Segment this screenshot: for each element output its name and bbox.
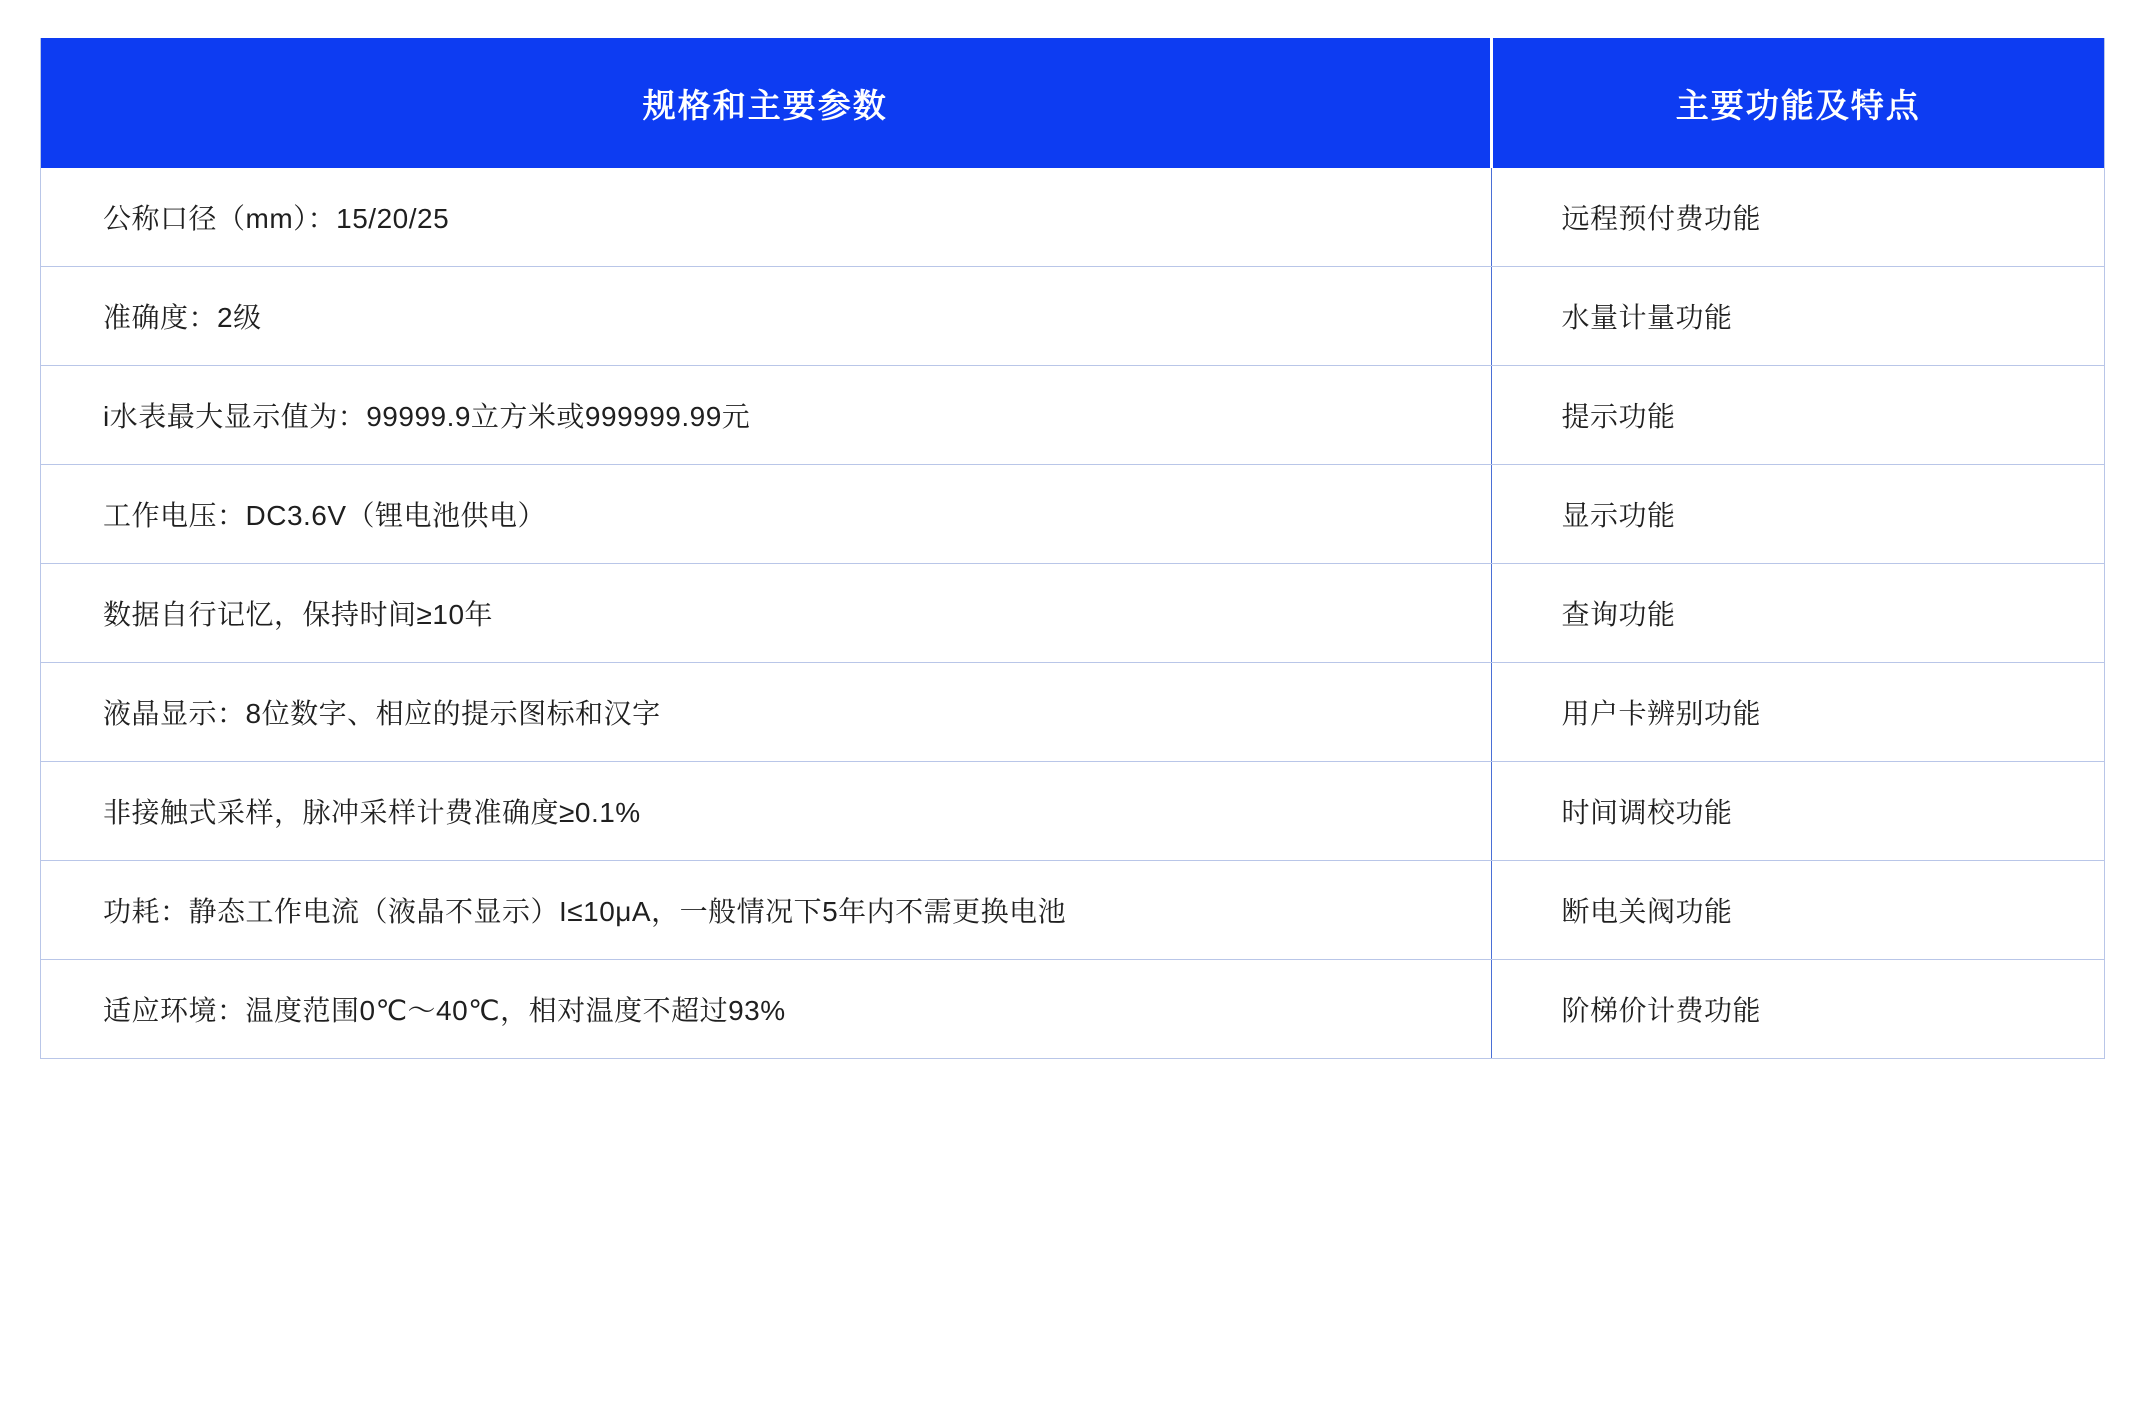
table-row (41, 465, 2104, 564)
cell-specification: 公称口径（mm）：15/20/25 (41, 168, 1491, 267)
table-body (41, 168, 2104, 1059)
table-header-row (41, 38, 2104, 168)
table-row (41, 366, 2104, 465)
cell-specification: 功耗：静态工作电流（液晶不显示）I≤10μA，一般情况下5年内不需更换电池 (41, 861, 1491, 960)
cell-specification: 准确度：2级 (41, 267, 1491, 366)
spec-table-container (40, 38, 2105, 1059)
cell-function: 断电关阀功能 (1491, 861, 2104, 960)
table-row (41, 960, 2104, 1059)
cell-specification: 工作电压：DC3.6V（锂电池供电） (41, 465, 1491, 564)
cell-function: 查询功能 (1491, 564, 2104, 663)
cell-function: 水量计量功能 (1491, 267, 2104, 366)
cell-specification: i水表最大显示值为：99999.9立方米或999999.99元 (41, 366, 1491, 465)
cell-specification: 数据自行记忆，保持时间≥10年 (41, 564, 1491, 663)
table-row (41, 762, 2104, 861)
cell-function: 提示功能 (1491, 366, 2104, 465)
table-row (41, 663, 2104, 762)
cell-specification: 非接触式采样，脉冲采样计费准确度≥0.1% (41, 762, 1491, 861)
table-row (41, 861, 2104, 960)
table-header (41, 38, 2104, 168)
cell-function: 显示功能 (1491, 465, 2104, 564)
table-row (41, 564, 2104, 663)
cell-function: 远程预付费功能 (1491, 168, 2104, 267)
cell-function: 阶梯价计费功能 (1491, 960, 2104, 1059)
cell-function: 时间调校功能 (1491, 762, 2104, 861)
cell-specification: 液晶显示：8位数字、相应的提示图标和汉字 (41, 663, 1491, 762)
column-header-functions: 主要功能及特点 (1491, 38, 2104, 168)
column-header-specifications: 规格和主要参数 (41, 38, 1491, 168)
specifications-table (41, 38, 2104, 1059)
table-row (41, 168, 2104, 267)
cell-specification: 适应环境：温度范围0℃～40℃，相对温度不超过93% (41, 960, 1491, 1059)
table-row (41, 267, 2104, 366)
cell-function: 用户卡辨别功能 (1491, 663, 2104, 762)
